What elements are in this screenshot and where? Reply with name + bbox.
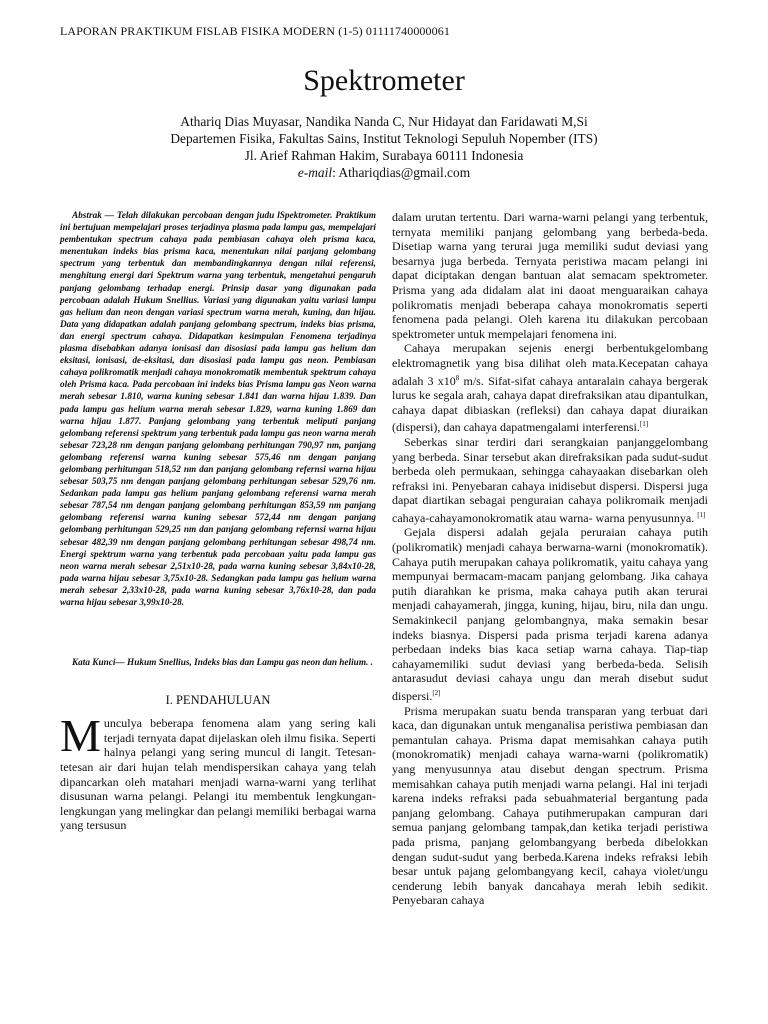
section-heading-introduction: I. PENDAHULUAN (165, 693, 271, 708)
running-head: LAPORAN PRAKTIKUM FISLAB FISIKA MODERN (1-5) 01111740000061 (60, 24, 450, 38)
email-label: e-mail (297, 165, 333, 180)
author-email: : Athariqdias@gmail.com (332, 165, 471, 180)
paragraph-text: Gejala dispersi adalah gejala peruraian cahaya putih (polikromatik) menjadi cahaya berwarna-warni (monokromatik). Cahaya putih merupakan cahaya polikromatik, yaitu cahaya yang mempunyai bermacam-macam panjang gelombang. Jika cahaya putih diarahkan ke prisma, maka cahaya putih akan terurai menjadi cahayamerah, jingga, kuning, hijau, biru, nila dan ungu. Semakinkecil panjang gelombangnya, maka semakin besar indeks biasnya. Dispersi pada prisma terjadi karena adanya perbedaan indeks bias kaca setiap warna cahaya. Tiap-tiap cahayamemiliki sudut deviasi yang berbeda-beda. Selisih antarasudut deviasi cahaya ungu dan merah disebut sudut dispersi. (392, 525, 708, 703)
drop-cap: M (60, 710, 101, 762)
paper-title: Spektrometer (303, 64, 465, 97)
citation: [1] (697, 510, 706, 519)
introduction-paragraph (60, 710, 376, 833)
citation: [2] (432, 689, 441, 697)
author-department: Departemen Fisika, Fakultas Sains, Institut Teknologi Sepuluh Nopember (ITS) (170, 131, 598, 146)
author-email-line (0, 164, 768, 181)
author-names: Athariq Dias Muyasar, Nandika Nanda C, Nur Hidayat dan Faridawati M,Si (180, 114, 588, 129)
paragraph-continuation: dalam urutan tertentu. Dari warna-warni pelangi yang terbentuk, ternyata memiliki panjang gelombang yang berbeda-beda. Disetiap warna yang terurai juga memiliki sudut deviasi yang besarnya juga berbeda. Ternyata peristiwa macam pelangi ini dapat diciptakan dengan bantuan alat semacam spektrometer. Prisma yang ada didalam alat ini daoat menguaraikan cahaya polikromatis menjadi beberapa cahaya monokromatis seperti fenomena pada pelangi. Oleh karena itu dilakukan percobaan spektrometer untuk mempelajari fenomena ini. (392, 210, 708, 341)
paragraph-text: Cahaya merupakan sejenis energi berbentukgelombang elektromagnetik yang bisa dilihat oleh mata.Kecepatan cahaya adalah 3 x10 (392, 341, 708, 388)
keywords: Kata Kunci— Hukum Snellius, Indeks bias dan Lampu gas neon dan helium. . (72, 658, 373, 669)
paragraph-dispersion (392, 435, 708, 526)
paragraph-text: Seberkas sinar terdiri dari serangkaian panjanggelombang yang berbeda. Sinar tersebut akan direfraksikan pada sudut-sudut berbeda oleh permukaan, sehingga cahayaakan disebarkan oleh refraksi ini. Penyebaran cahaya inidisebut dispersi. Dispersi juga dapat diartikan sebagai penguraian cahaya polikromaik menjadi cahaya-cahayamonokromatik atau warna- warna penyusunnya. (392, 434, 708, 525)
right-column (392, 210, 708, 908)
superscript: 8 (455, 373, 460, 382)
abstract-text: Abstrak — Telah dilakukan percobaan dengan judu lSpektrometer. Praktikum ini bertujuan mempelajari proses terjadinya plasma pada lampu gas, mempelajari pembentukan spectrum cahaya pada pembiasan cahaya oleh prisma kaca, menentukan indeks bias prisma kaca, menentukan nilai panjang gelombang spectrum yang terbentuk dan membandingkannya dengan nilai referensi, menghitung energi dari Spektrum warna yang terbentuk, mengetahui pengaruh panjang gelombang terhadap energi. Prinsip dasar yang digunakan pada percobaan adalah Hukum Snellius. Variasi yang digunakan yaitu variasi lampu gas helium dan neon dengan variasi spectrum warna merah, kuning, dan hijau. Data yang didapatkan adalah panjang gelombang spectrum, indeks bias prisma, dan energi spectrum cahaya. Didapatkan kesimpulan Fenomena terjadinya plasma disebabkan adanya ionisasi dan disosiasi pada lampu gas helium dan eksitasi, ionisasi, de-eksitasi, dan disosiasi pada lampu gas neon. Pembiasan cahaya polikromatik menjadi cahaya monokromatik membentuk spektrum cahaya oleh Prisma kaca. Pada percobaan ini indeks bias Prisma lampu gas Neon warna merah sebesar 1.810, warna kuning sebesar 1.841 dan warna hijau 1.839. Dan pada lampu gas helium warna merah sebesar 1.829, warna kuning 1.869 dan warna hijau 1.877. Panjang gelombang yang terbentuk meliputi panjang gelombang referensi spektrum yang terbentuk pada lampu gas neon warna merah sebesar 723,28 nm dengan panjang gelombang perhitungan 790,97 nm, panjang gelombang referensi warna kuning sebesar 575,46 nm dengan panjang gelombang perhitungan 518,52 nm dan panjang gelombang refernsi warna hijau sebesar 503,75 nm dengan panjang gelombang perhitungan sebesar 529,76 nm. Sedankan pada lampu gas helium panjang gelombang referensi warna merah sebesar 787,54 nm dengan panjang gelombang perhitungan 853,59 nm panjang gelombang referensi warna kuning sebesar 572,44 nm dengan panjang gelombang perhitungan 529,25 nm dan panjang gelombang refernsi warna hijau sebesar 482,39 nm dengan panjang gelombang perhitungan sebesar 498,74 nm. Energi spektrum warna yang terbentuk pada percobaan yaitu pada lampu gas neon warna merah sebesar 2,51x10-28, pada warna kuning sebesar 3,84x10-28, pada warna hijau sebesar 3,75x10-28. Sedangkan pada lampu gas helium warna merah sebesar 2,33x10-28, pada warna kuning sebesar 3,76x10-28, dan pada warna hijau sebesar 3,99x10-28. (60, 211, 376, 608)
paragraph-dispersion-symptom (392, 525, 708, 703)
paragraph-light-properties (392, 341, 708, 435)
author-address: Jl. Arief Rahman Hakim, Surabaya 60111 Indonesia (244, 148, 524, 163)
paragraph-text: m/s. Sifat-sifat cahaya antaralain cahaya bergerak lurus ke segala arah, cahaya dapat direfraksikan atau dipantulkan, cahaya dapat dibiaskan (refleksi) dan cahaya dapat diuraikan (dispersi), dan cahaya dapatmengalami interferensi. (392, 373, 708, 435)
citation: [1] (639, 420, 649, 429)
author-block (0, 113, 768, 181)
paragraph-prism: Prisma merupakan suatu benda transparan yang terbuat dari kaca, dan digunakan untuk menganalisa peristiwa pembiasan dan pemantulan cahaya. Prisma dapat memisahkan cahaya putih (monokromatik) menjadi cahaya warna-warni (polikromatik) yang menyusunnya atau disebut dengan spectrum. Prisma memisahkan cahaya putih menjadi warna pelangi. Hal ini terjadi karena indeks refraksi pada sebuahmaterial bergantung pada panjang gelombang. Cahaya putihmerupakan campuran dari semua panjang gelombang tampak,dan ketika terjadi peristiwa pada prisma, panjang gelombangyang berbeda dibelokkan dengan sudut-sudut yang berbeda.Karena indeks refraksi lebih besar untuk pajang gelombangyang kecil, cahaya violet/ungu cenderung lebih banyak dancahaya merah lebih sedikit. Penyebaran cahaya (392, 703, 708, 908)
introduction-text: unculya beberapa fenomena alam yang sering kali terjadi ternyata dapat dijelaskan oleh ilmu fisika. Seperti halnya pelangi yang sering muncul di langit. Tetesan-tetesan air dari hujan telah mendispersikan cahaya yang telah dipancarkan oleh matahari menjadi warna-warni yang terlihat disusunan warna pelangi. Pelangi itu membentuk lengkungan-lengkungan yang melingkar dan pelangi memiliki berbagai warna yang tersusun (60, 716, 376, 833)
left-column (60, 210, 376, 833)
